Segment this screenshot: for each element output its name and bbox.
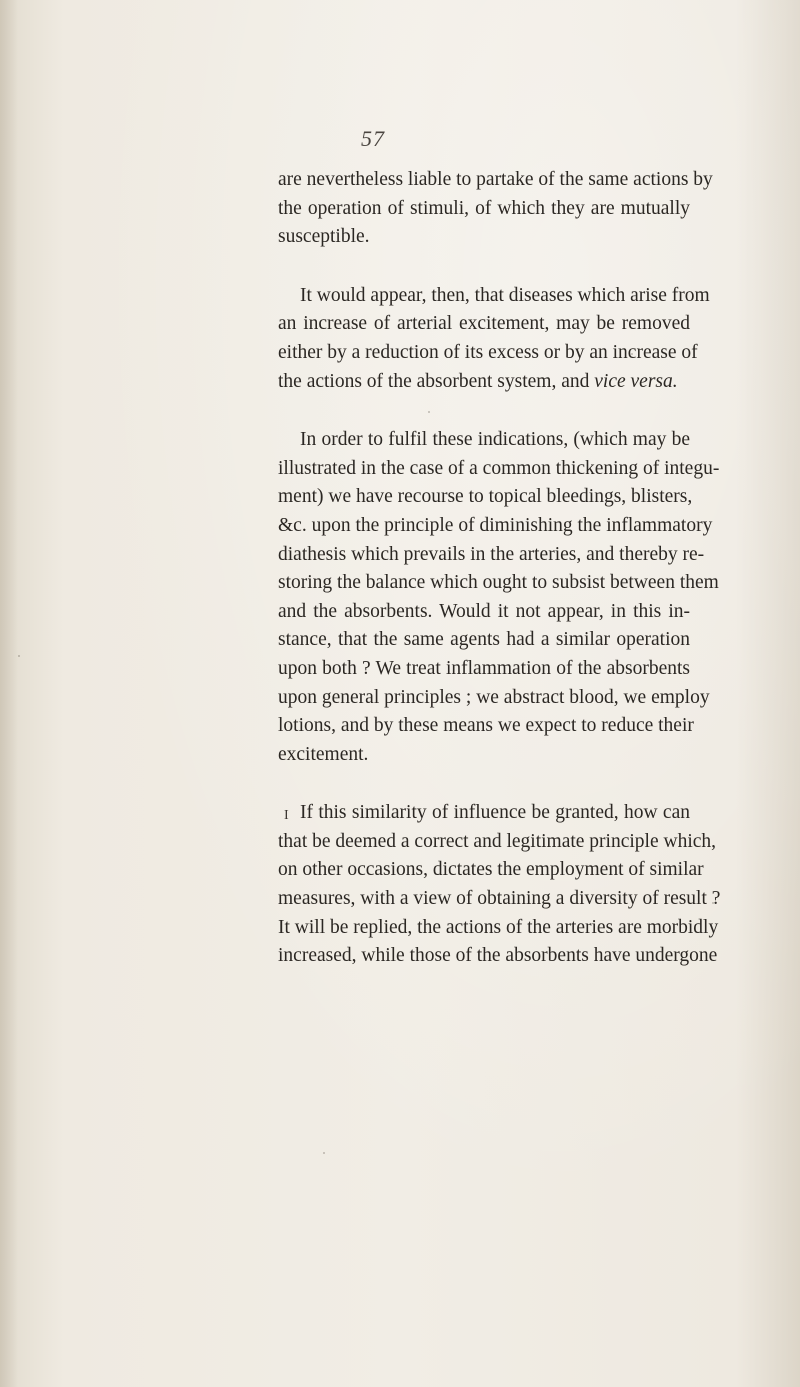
text-line: are nevertheless liable to partake of the same actions by (278, 169, 713, 190)
text-line: upon both ? We treat inflammation of the absorbents (278, 657, 690, 679)
text-line: It would appear, then, that diseases which arise from (300, 284, 710, 306)
text-line: If this similarity of influence be granted, how can (300, 802, 690, 824)
paper-speck (18, 655, 20, 657)
page-left-edge-shadow (0, 0, 18, 1387)
text-line: and the absorbents. Would it not appear, in this in- (278, 600, 690, 622)
text-line: an increase of arterial excitement, may be removed (278, 313, 690, 335)
paper-speck (323, 1152, 325, 1154)
paper-speck (428, 411, 430, 413)
signature-mark: I (284, 808, 289, 823)
paper-speck (631, 353, 633, 355)
text-line: It will be replied, the actions of the arteries are morbidly (278, 916, 719, 938)
text-line: lotions, and by these means we expect to reduce their (278, 715, 694, 737)
text-line: illustrated in the case of a common thickening of integu- (278, 457, 720, 479)
text-line: diathesis which prevails in the arteries, and thereby re- (278, 543, 705, 565)
text-line: storing the balance which ought to subsist between them (278, 572, 719, 594)
text-line: excitement. (278, 743, 369, 765)
text-line: that be deemed a correct and legitimate principle which, (278, 830, 717, 852)
text-line: measures, with a view of obtaining a diversity of result ? (278, 888, 721, 910)
text-line: &c. upon the principle of diminishing the inflammatory (278, 514, 713, 536)
text-line: increased, while those of the absorbents have undergone (278, 945, 718, 967)
paper-speck (712, 902, 714, 904)
text-line: on other occasions, dictates the employment of similar (278, 859, 704, 881)
text-line: susceptible. (278, 226, 370, 248)
text-line: the operation of stimuli, of which they are mutually (278, 197, 690, 219)
text-line: ment) we have recourse to topical bleedings, blisters, (278, 486, 693, 508)
text-line: upon general principles ; we abstract blood, we employ (278, 686, 710, 708)
text-line: In order to fulfil these indications, (which may be (300, 429, 690, 451)
page-number: 57 (361, 126, 385, 151)
text-line: either by a reduction of its excess or by an increase of (278, 341, 698, 363)
body-text (278, 166, 721, 971)
text-line: stance, that the same agents had a similar operation (278, 629, 690, 651)
text-line: the actions of the absorbent system, and vice versa. (278, 370, 678, 392)
text-line-with-italic (278, 368, 690, 397)
